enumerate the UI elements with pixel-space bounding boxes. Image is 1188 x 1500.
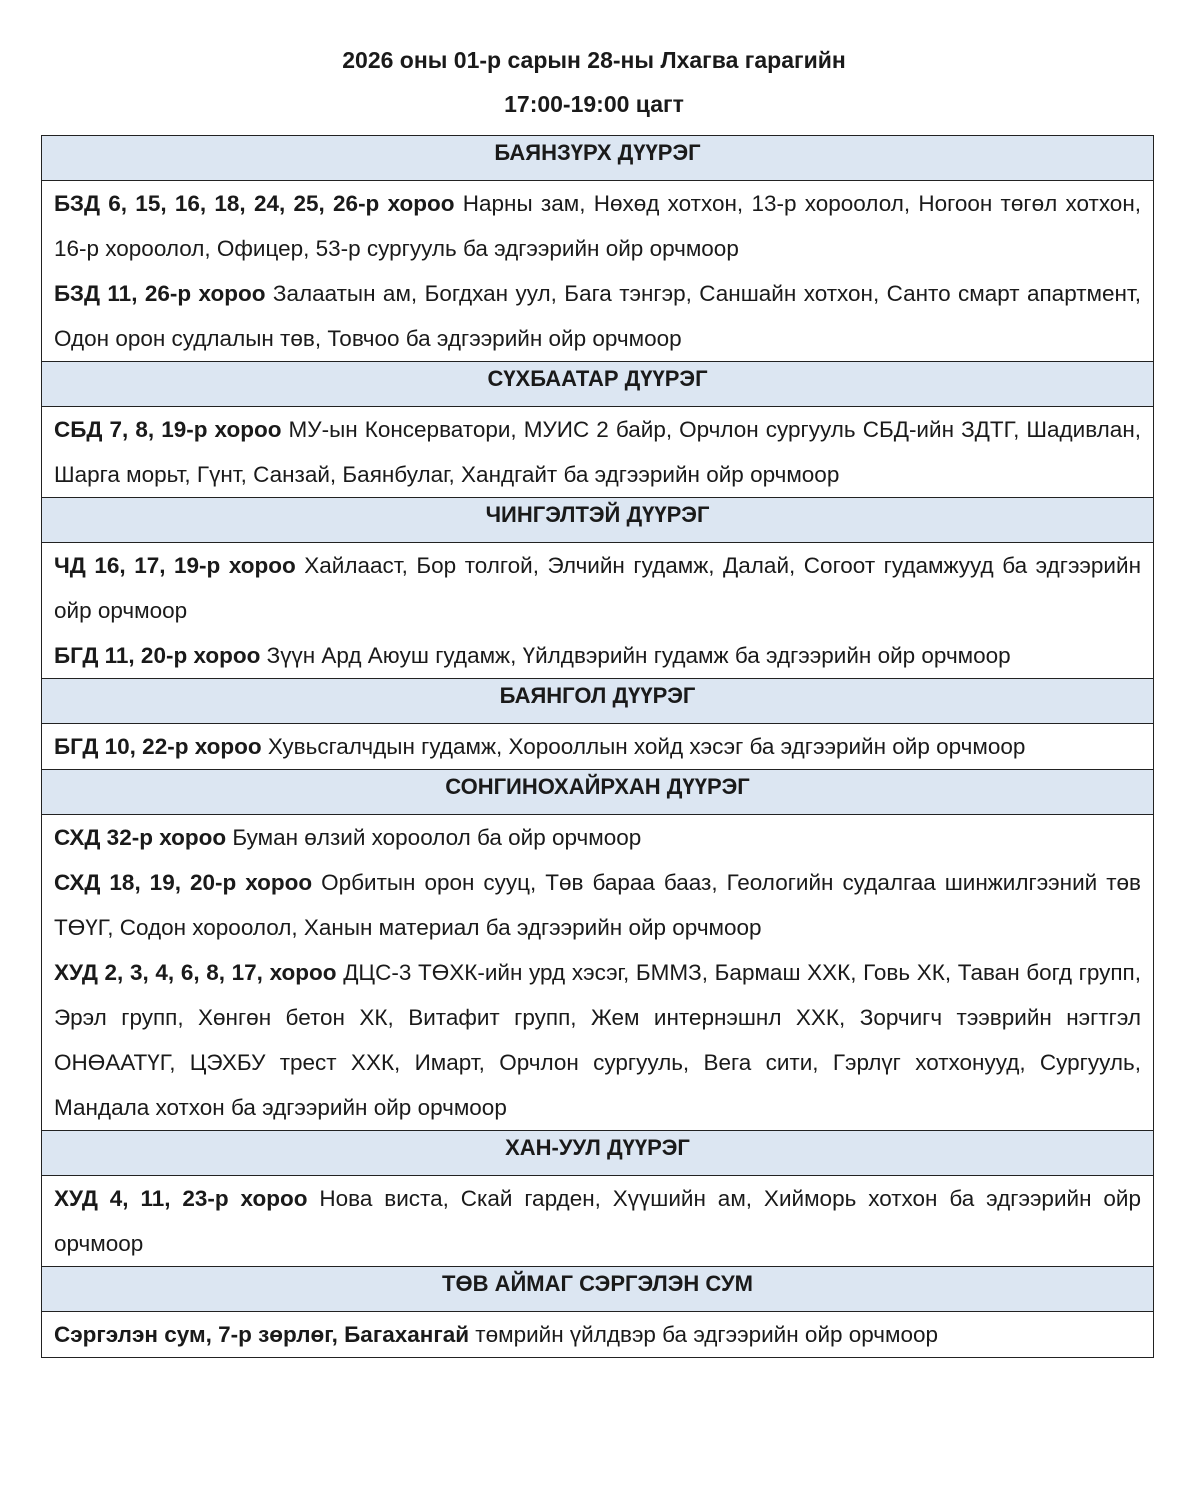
area-description: Нарны зам, Нөхөд хотхон, 13-р хороолол, Ногоон төгөл хотхон, 16-р хороолол, Офицер, 53-р сургууль ба эдгээрийн ойр орчмоор bbox=[54, 191, 1142, 261]
area-entry bbox=[54, 181, 1141, 271]
district-body-tov-sergelen bbox=[42, 1312, 1153, 1357]
area-description: Нова виста, Скай гарден, Хүүшийн ам, Хийморь хотхон ба эдгээрийн ойр орчмоор bbox=[54, 1186, 1142, 1256]
outage-schedule-table bbox=[41, 135, 1154, 1358]
khoroo-label: БЗД 11, 26-р хороо bbox=[54, 281, 266, 306]
khoroo-label: БЗД 6, 15, 16, 18, 24, 25, 26-р хороо bbox=[54, 191, 455, 216]
area-description: Орбитын орон сууц, Төв бараа бааз, Геологийн судалгаа шинжилгээний төв ТӨҮГ, Содон хороолол, Ханын материал ба эдгээрийн ойр орчмоор bbox=[54, 870, 1141, 940]
document-title: 2026 оны 01-р сарын 28-ны Лхагва гарагийн bbox=[342, 47, 846, 73]
district-header-bayanzurkh: БАЯНЗҮРХ ДҮҮРЭГ bbox=[42, 136, 1153, 181]
area-entry bbox=[54, 815, 1141, 860]
khoroo-label: Сэргэлэн сум, 7-р зөрлөг, Багахангай bbox=[54, 1322, 470, 1347]
district-body-songinokhairkhan bbox=[42, 815, 1153, 1131]
district-body-chingeltei bbox=[42, 543, 1153, 679]
district-header-songinokhairkhan: СОНГИНОХАЙРХАН ДҮҮРЭГ bbox=[42, 770, 1153, 815]
area-description: ДЦС-3 ТӨХК-ийн урд хэсэг, БММЗ, Бармаш ХХК, Говь ХК, Таван богд групп, Эрэл групп, Хөнгөн бетон ХК, Витафит групп, Жем интернэшнл ХХК, Зорчигч тээврийн нэгтгэл ОНӨААТҮГ, ЦЭХБУ трест ХХК, Имарт, Орчлон сургууль, Вега сити, Гэрлүг хотхонууд, Сургууль, Мандала хотхон ба эдгээрийн ойр орчмоор bbox=[54, 960, 1141, 1120]
district-header-sukhbaatar: СҮХБААТАР ДҮҮРЭГ bbox=[42, 362, 1153, 407]
district-header-bayangol: БАЯНГОЛ ДҮҮРЭГ bbox=[42, 679, 1153, 724]
district-header-tov-sergelen: ТӨВ АЙМАГ СЭРГЭЛЭН СУМ bbox=[42, 1267, 1153, 1312]
khoroo-label: СХД 18, 19, 20-р хороо bbox=[54, 870, 313, 895]
area-entry bbox=[54, 543, 1141, 633]
khoroo-label: БГД 11, 20-р хороо bbox=[54, 643, 261, 668]
district-body-khan-uul bbox=[42, 1176, 1153, 1267]
area-description: МУ-ын Консерватори, МУИС 2 байр, Орчлон сургууль СБД-ийн ЗДТГ, Шадивлан, Шарга морьт, Гүнт, Санзай, Баянбулаг, Хандгайт ба эдгээрийн ойр орчмоор bbox=[54, 417, 1141, 487]
area-entry bbox=[54, 950, 1141, 1130]
area-entry bbox=[54, 1312, 1141, 1357]
district-body-sukhbaatar bbox=[42, 407, 1153, 498]
time-range: 17:00-19:00 цагт bbox=[504, 91, 684, 117]
area-description: Хувьсгалчдын гудамж, Хорооллын хойд хэсэг ба эдгээрийн ойр орчмоор bbox=[261, 734, 1026, 759]
khoroo-label: БГД 10, 22-р хороо bbox=[54, 734, 262, 759]
khoroo-label: ХУД 4, 11, 23-р хороо bbox=[54, 1186, 308, 1211]
area-description: Хайлааст, Бор толгой, Элчийн гудамж, Далай, Согоот гудамжууд ба эдгээрийн ойр орчмоор bbox=[54, 553, 1141, 623]
area-entry bbox=[54, 271, 1141, 361]
district-header-chingeltei: ЧИНГЭЛТЭЙ ДҮҮРЭГ bbox=[42, 498, 1153, 543]
district-body-bayangol bbox=[42, 724, 1153, 770]
area-entry bbox=[54, 633, 1141, 678]
khoroo-label: ЧД 16, 17, 19-р хороо bbox=[54, 553, 296, 578]
area-entry bbox=[54, 1176, 1141, 1266]
area-description: Залаатын ам, Богдхан уул, Бага тэнгэр, Саншайн хотхон, Санто смарт апартмент, Одон орон судлалын төв, Товчоо ба эдгээрийн ойр орчмоор bbox=[54, 281, 1141, 351]
area-entry bbox=[54, 860, 1141, 950]
area-description: Буман өлзий хороолол ба ойр орчмоор bbox=[226, 825, 642, 850]
khoroo-label: СБД 7, 8, 19-р хороо bbox=[54, 417, 282, 442]
area-description: төмрийн үйлдвэр ба эдгээрийн ойр орчмоор bbox=[469, 1322, 939, 1347]
district-header-khan-uul: ХАН-УУЛ ДҮҮРЭГ bbox=[42, 1131, 1153, 1176]
area-entry bbox=[54, 407, 1141, 497]
district-body-bayanzurkh bbox=[42, 181, 1153, 362]
khoroo-label: СХД 32-р хороо bbox=[54, 825, 227, 850]
khoroo-label: ХУД 2, 3, 4, 6, 8, 17, хороо bbox=[54, 960, 337, 985]
area-description: Зүүн Ард Аюуш гудамж, Үйлдвэрийн гудамж ба эдгээрийн ойр орчмоор bbox=[260, 643, 1011, 668]
area-entry bbox=[54, 724, 1141, 769]
